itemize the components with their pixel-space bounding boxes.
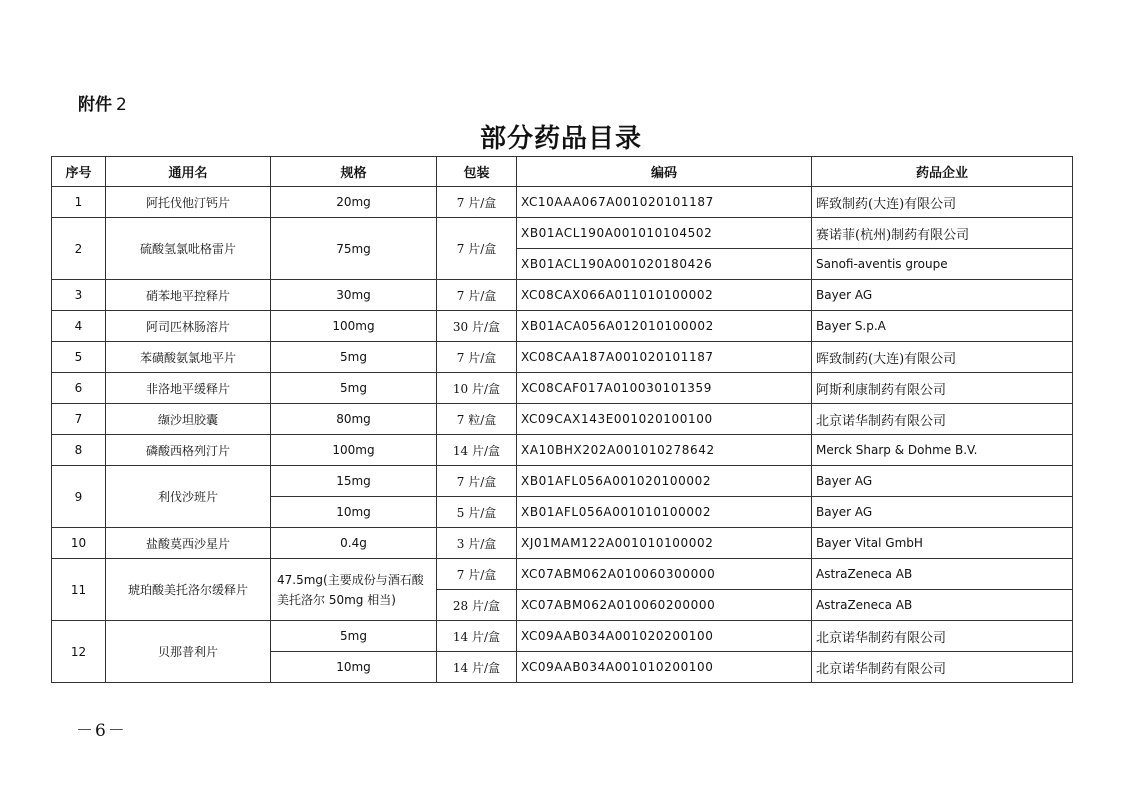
cell-name: 贝那普利片 — [106, 621, 271, 683]
cell-spec: 30mg — [271, 280, 437, 311]
attachment-label — [78, 90, 127, 115]
table-row — [52, 342, 1073, 373]
cell-name: 苯磺酸氨氯地平片 — [106, 342, 271, 373]
table-header-row — [52, 157, 1073, 187]
cell-company: 晖致制药(大连)有限公司 — [812, 187, 1073, 218]
cell-code: XB01ACL190A001010104502 — [517, 218, 812, 249]
cell-spec: 20mg — [271, 187, 437, 218]
cell-name: 硝苯地平控释片 — [106, 280, 271, 311]
cell-code: XC09CAX143E001020100100 — [517, 404, 812, 435]
table-row — [52, 187, 1073, 218]
cell-pack: 7 片/盒 — [437, 342, 517, 373]
cell-name: 硫酸氢氯吡格雷片 — [106, 218, 271, 280]
cell-code: XC07ABM062A010060200000 — [517, 590, 812, 621]
cell-code: XC08CAA187A001020101187 — [517, 342, 812, 373]
cell-company: 晖致制药(大连)有限公司 — [812, 342, 1073, 373]
cell-pack: 14 片/盒 — [437, 435, 517, 466]
drug-table — [51, 156, 1073, 683]
cell-company: Sanofi-aventis groupe — [812, 249, 1073, 280]
table-row — [52, 404, 1073, 435]
cell-no: 7 — [52, 404, 106, 435]
header-spec: 规格 — [271, 157, 437, 187]
cell-spec: 80mg — [271, 404, 437, 435]
cell-company: Merck Sharp & Dohme B.V. — [812, 435, 1073, 466]
cell-name: 非洛地平缓释片 — [106, 373, 271, 404]
cell-no: 9 — [52, 466, 106, 528]
cell-name: 阿托伐他汀钙片 — [106, 187, 271, 218]
table-row — [52, 311, 1073, 342]
cell-company: 阿斯利康制药有限公司 — [812, 373, 1073, 404]
cell-spec: 5mg — [271, 342, 437, 373]
cell-no: 5 — [52, 342, 106, 373]
header-no: 序号 — [52, 157, 106, 187]
table-row — [52, 559, 1073, 590]
cell-pack: 14 片/盒 — [437, 621, 517, 652]
page-number: －6－ — [76, 721, 127, 741]
header-name: 通用名 — [106, 157, 271, 187]
table-row — [52, 218, 1073, 249]
cell-pack: 3 片/盒 — [437, 528, 517, 559]
cell-spec: 100mg — [271, 435, 437, 466]
cell-name: 利伐沙班片 — [106, 466, 271, 528]
cell-company: 赛诺菲(杭州)制药有限公司 — [812, 218, 1073, 249]
cell-spec: 75mg — [271, 218, 437, 280]
cell-code: XJ01MAM122A001010100002 — [517, 528, 812, 559]
cell-pack: 7 片/盒 — [437, 280, 517, 311]
cell-pack: 14 片/盒 — [437, 652, 517, 683]
cell-company: Bayer AG — [812, 466, 1073, 497]
cell-spec: 15mg — [271, 466, 437, 497]
cell-name: 琥珀酸美托洛尔缓释片 — [106, 559, 271, 621]
cell-name: 阿司匹林肠溶片 — [106, 311, 271, 342]
cell-pack: 5 片/盒 — [437, 497, 517, 528]
cell-company: Bayer Vital GmbH — [812, 528, 1073, 559]
cell-code: XB01ACA056A012010100002 — [517, 311, 812, 342]
cell-pack: 7 片/盒 — [437, 466, 517, 497]
cell-company: Bayer AG — [812, 280, 1073, 311]
page-title: 部分药品目录 — [479, 124, 642, 154]
cell-spec: 47.5mg(主要成份与酒石酸美托洛尔 50mg 相当) — [271, 559, 437, 621]
cell-company: Bayer AG — [812, 497, 1073, 528]
cell-pack: 7 粒/盒 — [437, 404, 517, 435]
cell-company: AstraZeneca AB — [812, 590, 1073, 621]
cell-code: XB01AFL056A001020100002 — [517, 466, 812, 497]
cell-code: XC09AAB034A001010200100 — [517, 652, 812, 683]
cell-spec: 5mg — [271, 621, 437, 652]
cell-code: XC09AAB034A001020200100 — [517, 621, 812, 652]
attachment-word: 附件 — [78, 95, 112, 115]
cell-company: Bayer S.p.A — [812, 311, 1073, 342]
attachment-number: 2 — [116, 95, 127, 115]
header-code: 编码 — [517, 157, 812, 187]
cell-name: 盐酸莫西沙星片 — [106, 528, 271, 559]
cell-company: 北京诺华制药有限公司 — [812, 404, 1073, 435]
cell-pack: 10 片/盒 — [437, 373, 517, 404]
cell-code: XA10BHX202A001010278642 — [517, 435, 812, 466]
cell-code: XB01AFL056A001010100002 — [517, 497, 812, 528]
table-row — [52, 435, 1073, 466]
cell-code: XB01ACL190A001020180426 — [517, 249, 812, 280]
cell-name: 磷酸西格列汀片 — [106, 435, 271, 466]
cell-spec: 5mg — [271, 373, 437, 404]
cell-code: XC08CAF017A010030101359 — [517, 373, 812, 404]
table-row — [52, 621, 1073, 652]
cell-no: 4 — [52, 311, 106, 342]
cell-company: AstraZeneca AB — [812, 559, 1073, 590]
cell-name: 缬沙坦胶囊 — [106, 404, 271, 435]
table-row — [52, 373, 1073, 404]
cell-pack: 7 片/盒 — [437, 559, 517, 590]
cell-no: 10 — [52, 528, 106, 559]
header-company: 药品企业 — [812, 157, 1073, 187]
table-row — [52, 280, 1073, 311]
cell-code: XC07ABM062A010060300000 — [517, 559, 812, 590]
cell-no: 12 — [52, 621, 106, 683]
cell-pack: 28 片/盒 — [437, 590, 517, 621]
cell-spec: 10mg — [271, 652, 437, 683]
cell-company: 北京诺华制药有限公司 — [812, 621, 1073, 652]
table-row — [52, 466, 1073, 497]
cell-no: 3 — [52, 280, 106, 311]
cell-pack: 30 片/盒 — [437, 311, 517, 342]
cell-no: 11 — [52, 559, 106, 621]
table-row — [52, 528, 1073, 559]
cell-no: 1 — [52, 187, 106, 218]
cell-spec: 0.4g — [271, 528, 437, 559]
cell-code: XC08CAX066A011010100002 — [517, 280, 812, 311]
cell-no: 6 — [52, 373, 106, 404]
cell-code: XC10AAA067A001020101187 — [517, 187, 812, 218]
header-pack: 包装 — [437, 157, 517, 187]
cell-pack: 7 片/盒 — [437, 187, 517, 218]
cell-spec: 10mg — [271, 497, 437, 528]
cell-no: 2 — [52, 218, 106, 280]
cell-pack: 7 片/盒 — [437, 218, 517, 280]
cell-company: 北京诺华制药有限公司 — [812, 652, 1073, 683]
cell-no: 8 — [52, 435, 106, 466]
cell-spec: 100mg — [271, 311, 437, 342]
